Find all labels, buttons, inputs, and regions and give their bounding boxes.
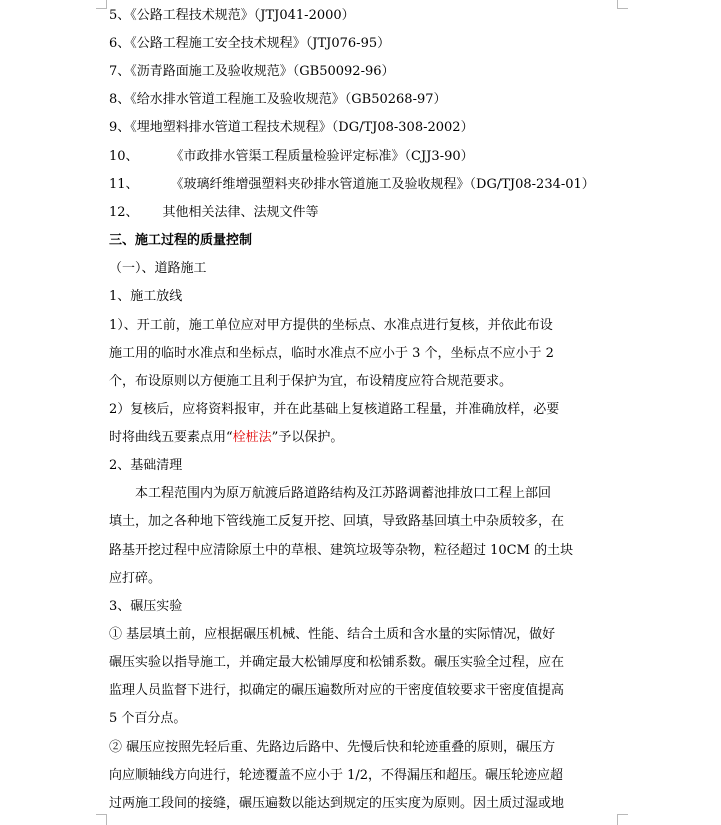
standard-item-10-text: 《市政排水管渠工程质量检验评定标准》（CJJ3-90）	[170, 149, 474, 164]
item-1-para-1-line-1: 1）、开工前，施工单位应对甲方提供的坐标点、水准点进行复核，并依此布设	[109, 318, 553, 333]
item-3-a-line-3: 监理人员监督下进行，拟确定的碾压遍数所对应的干密度值较要求干密度值提高	[109, 683, 565, 698]
item-3-title: 3、碾压实验	[109, 599, 183, 614]
item-2-title: 2、基础清理	[109, 458, 183, 473]
item-3-b-line-2: 向应顺轴线方向进行，轮迹覆盖不应小于 1/2，不得漏压和超压。碾压轮迹应超	[109, 768, 564, 783]
highlighted-term: 栓桩法	[232, 430, 272, 445]
standard-item-12	[109, 204, 609, 222]
standard-item-5: 5、《公路工程技术规范》（JTJ041-2000）	[109, 8, 355, 23]
item-2-line-1: 本工程范围内为原万航渡后路道路结构及江苏路调蓄池排放口工程上部回	[135, 486, 552, 501]
margin-mark-top-left	[96, 0, 107, 9]
item-1-para-1-line-2: 施工用的临时水准点和坐标点，临时水准点不应小于 3 个，坐标点不应小于 2	[109, 346, 554, 361]
standard-item-11	[109, 176, 609, 194]
item-3-b-line-1: ② 碾压应按照先轻后重、先路边后路中、先慢后快和轮迹重叠的原则，碾压方	[109, 740, 556, 755]
standard-item-10-number: 10、	[109, 149, 139, 164]
item-3-a-line-1: ① 基层填土前，应根据碾压机械、性能、结合土质和含水量的实际情况，做好	[109, 627, 556, 642]
subsection-heading: （一）、道路施工	[109, 261, 207, 276]
standard-item-10	[109, 148, 609, 166]
standard-item-6: 6、《公路工程施工安全技术规程》（JTJ076-95）	[109, 36, 391, 51]
item-1-para-1-line-3: 个，布设原则以方便施工且利于保护为宜，布设精度应符合规范要求。	[109, 374, 513, 389]
margin-mark-bottom-right	[617, 814, 628, 825]
standard-item-11-number: 11、	[109, 177, 139, 192]
standard-item-7: 7、《沥青路面施工及验收规范》（GB50092-96）	[109, 64, 395, 79]
item-1-para-2-line-1: 2）复核后，应将资料报审，并在此基础上复核道路工程量，并准确放样，必要	[109, 402, 560, 417]
item-3-a-line-2: 碾压实验以指导施工，并确定最大松铺厚度和松铺系数。碾压实验全过程，应在	[109, 655, 565, 670]
item-2-line-4: 应打碎。	[109, 571, 162, 586]
item-2-line-3: 路基开挖过程中应清除原土中的草根、建筑垃圾等杂物，粒径超过 10CM 的土块	[109, 543, 574, 558]
item-1-title: 1、施工放线	[109, 289, 183, 304]
standard-item-11-text: 《玻璃纤维增强塑料夹砂排水管道施工及验收规程》（DG/TJ08-234-01）	[170, 177, 595, 192]
standard-item-12-text: 其他相关法律、法规文件等	[162, 205, 319, 220]
item-1-para-2-line-2	[109, 429, 609, 447]
margin-mark-bottom-left	[96, 814, 107, 825]
item-1-para-2-text-b: ”予以保护。	[271, 430, 344, 445]
item-2-line-2: 填土，加之各种地下管线施工反复开挖、回填，导致路基回填土中杂质较多，在	[109, 514, 565, 529]
section-heading: 三、施工过程的质量控制	[109, 233, 253, 248]
item-1-para-2-text-a: 时将曲线五要素点用“	[109, 430, 233, 445]
standard-item-8: 8、《给水排水管道工程施工及验收规范》（GB50268-97）	[109, 92, 447, 107]
standard-item-12-number: 12、	[109, 205, 139, 220]
item-3-b-line-3: 过两施工段间的接缝，碾压遍数以能达到规定的压实度为原则。因土质过湿或地	[109, 796, 565, 811]
standard-item-9: 9、《埋地塑料排水管道工程技术规程》（DG/TJ08-308-2002）	[109, 120, 474, 135]
item-3-a-line-4: 5 个百分点。	[109, 711, 187, 726]
margin-mark-top-right	[617, 0, 628, 9]
